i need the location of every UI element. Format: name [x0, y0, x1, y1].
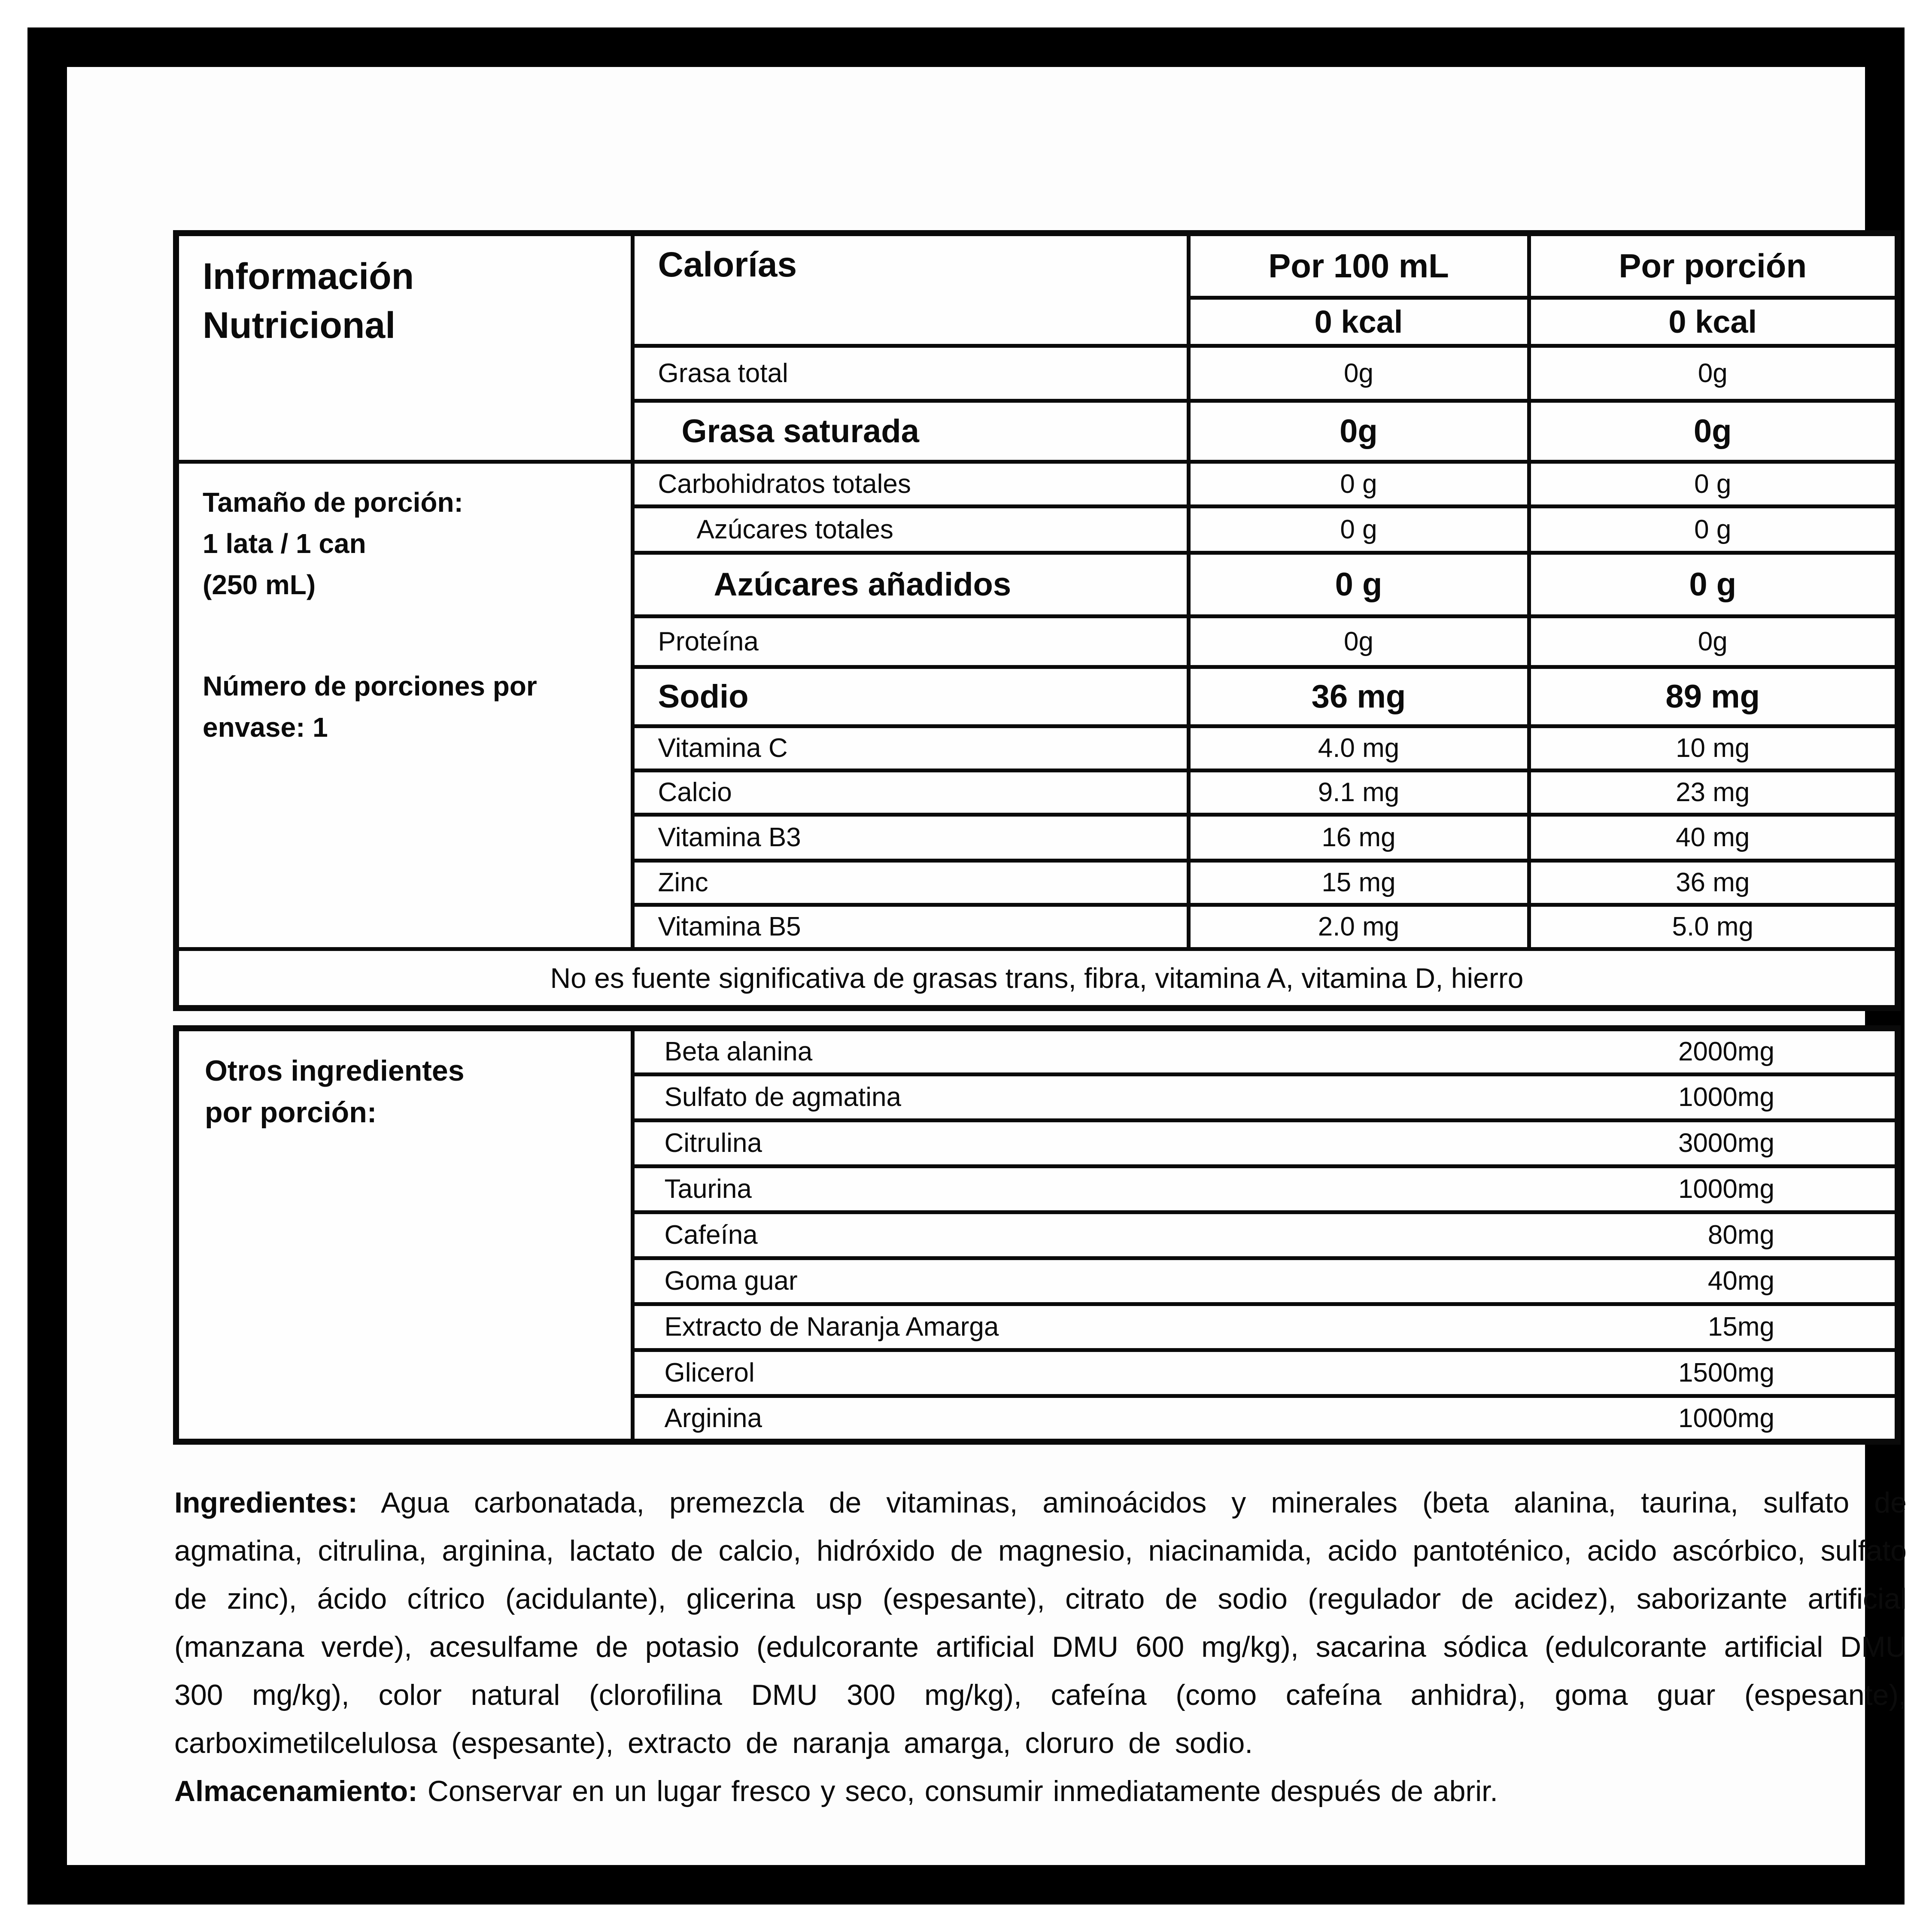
nutrient-per-serving: 89 mg: [1529, 667, 1898, 726]
nutrient-per-serving: 0 g: [1529, 462, 1898, 506]
nutrient-per-100ml: 0g: [1188, 401, 1529, 462]
ingredient-name: Taurina: [664, 1174, 752, 1204]
ingredient-amount: 1000mg: [1678, 1082, 1774, 1112]
nutrient-per-100ml: 0 g: [1188, 462, 1529, 506]
ingredient-name: Extracto de Naranja Amarga: [664, 1312, 999, 1342]
nutrient-per-serving: 5.0 mg: [1529, 905, 1898, 949]
nutrient-per-serving: 0g: [1529, 346, 1898, 401]
ingredients-text: Agua carbonatada, premezcla de vitaminas, aminoácidos y minerales (beta alanina, taurina, sulfato de agmatina, citrulina, arginina, lactato de calcio, hidróxido de magnesio, niacinamida, acido pantoténico, acido ascórbico, sulfato de zinc), ácido cítrico (acidulante), glicerina usp (espesante), citrato de sodio (regulador de acidez), saborizante artificial (manzana verde), acesulfame de potasio (edulcorante artificial DMU 600 mg/kg), sacarina sódica (edulcorante artificial DMU 300 mg/kg), color natural (clorofilina DMU 300 mg/kg), cafeína (como cafeína anhidra), goma guar (espesante), carboximetilcelulosa (espesante), extracto de naranja amarga, cloruro de sodio.: [174, 1486, 1907, 1759]
nutrition-table: [173, 230, 1901, 1011]
nutrient-per-100ml: 4.0 mg: [1188, 726, 1529, 770]
nutrient-per-serving: 0g: [1529, 401, 1898, 462]
nutrient-per-100ml: 36 mg: [1188, 667, 1529, 726]
ingredient-name: Goma guar: [664, 1266, 798, 1296]
serving-size-value: 1 lata / 1 can: [203, 528, 366, 559]
ingredient-row: [632, 1396, 1898, 1442]
outer-frame: [27, 27, 1905, 1905]
storage-line: [174, 1767, 1907, 1815]
nutrient-name: Azúcares totales: [632, 506, 1188, 553]
ingredient-name: Glicerol: [664, 1358, 755, 1388]
nutrient-per-100ml: 0 g: [1188, 506, 1529, 553]
nutrient-name: Carbohidratos totales: [632, 462, 1188, 506]
nutrient-name: Vitamina B3: [632, 814, 1188, 860]
ingredient-amount: 3000mg: [1678, 1128, 1774, 1158]
nutrient-per-serving: 0g: [1529, 616, 1898, 667]
nutrient-name: Grasa saturada: [632, 401, 1188, 462]
per-100ml-header: Por 100 mL: [1188, 233, 1529, 298]
serving-size-label: Tamaño de porción:: [203, 486, 463, 518]
ingredient-amount: 15mg: [1707, 1312, 1774, 1342]
ingredient-row: [632, 1028, 1898, 1074]
nutrient-name: Sodio: [632, 667, 1188, 726]
ingredient-amount: 80mg: [1707, 1220, 1774, 1250]
nutrient-name: Zinc: [632, 860, 1188, 905]
ingredient-row: [632, 1166, 1898, 1212]
nutrient-name: Azúcares añadidos: [632, 553, 1188, 616]
table-row: [176, 233, 1898, 298]
nutrient-name: Proteína: [632, 616, 1188, 667]
ingredient-amount: 40mg: [1707, 1266, 1774, 1296]
nutrient-name: Vitamina B5: [632, 905, 1188, 949]
ingredient-amount: 1000mg: [1678, 1403, 1774, 1433]
ingredient-amount: 2000mg: [1678, 1037, 1774, 1067]
nutrition-title: Información Nutricional: [176, 233, 632, 462]
ingredients-paragraph: [174, 1479, 1907, 1767]
servings-per-container: Número de porciones por envase: 1: [203, 670, 537, 743]
nutrient-per-serving: 0 g: [1529, 506, 1898, 553]
nutrient-per-serving: 10 mg: [1529, 726, 1898, 770]
ingredient-row: [632, 1120, 1898, 1166]
nutrient-per-100ml: 9.1 mg: [1188, 770, 1529, 814]
footnote: No es fuente significativa de grasas trans, fibra, vitamina A, vitamina D, hierro: [176, 949, 1898, 1008]
serving-info: [176, 462, 632, 949]
ingredient-name: Cafeína: [664, 1220, 758, 1250]
table-row: [176, 1028, 1898, 1074]
ingredient-amount: 1000mg: [1678, 1174, 1774, 1204]
other-ingredients-heading: [176, 1028, 632, 1442]
calories-per-serving: 0 kcal: [1529, 298, 1898, 346]
other-ingredients-table: [173, 1025, 1901, 1445]
ingredient-name: Arginina: [664, 1403, 762, 1433]
table-row: [176, 949, 1898, 1008]
ingredient-row: [632, 1304, 1898, 1350]
ingredient-row: [632, 1074, 1898, 1120]
nutrient-per-100ml: 15 mg: [1188, 860, 1529, 905]
nutrient-per-100ml: 2.0 mg: [1188, 905, 1529, 949]
ingredient-row: [632, 1350, 1898, 1396]
nutrient-per-100ml: 0g: [1188, 616, 1529, 667]
per-serving-header: Por porción: [1529, 233, 1898, 298]
ingredient-name: Beta alanina: [664, 1037, 813, 1067]
ingredients-label: Ingredientes:: [174, 1486, 358, 1519]
storage-label: Almacenamiento:: [174, 1775, 418, 1807]
storage-text: Conservar en un lugar fresco y seco, consumir inmediatamente después de abrir.: [417, 1775, 1498, 1807]
ingredient-name: Sulfato de agmatina: [664, 1082, 901, 1112]
text-block: [174, 1479, 1907, 1815]
nutrient-name: Grasa total: [632, 346, 1188, 401]
ingredient-row: [632, 1212, 1898, 1258]
nutrient-per-100ml: 0g: [1188, 346, 1529, 401]
nutrient-name: Calcio: [632, 770, 1188, 814]
calories-per-100ml: 0 kcal: [1188, 298, 1529, 346]
other-ingredients-heading-line1: Otros ingredientes: [205, 1054, 465, 1087]
serving-size-volume: (250 mL): [203, 569, 316, 600]
table-row: [176, 462, 1898, 506]
nutrient-per-100ml: 0 g: [1188, 553, 1529, 616]
ingredient-name: Citrulina: [664, 1128, 762, 1158]
nutrient-per-serving: 23 mg: [1529, 770, 1898, 814]
nutrient-name: Vitamina C: [632, 726, 1188, 770]
other-ingredients-heading-line2: por porción:: [205, 1096, 377, 1129]
nutrient-per-100ml: 16 mg: [1188, 814, 1529, 860]
nutrient-per-serving: 36 mg: [1529, 860, 1898, 905]
nutrient-per-serving: 0 g: [1529, 553, 1898, 616]
calories-header: Calorías: [632, 233, 1188, 346]
ingredient-amount: 1500mg: [1678, 1358, 1774, 1388]
nutrient-per-serving: 40 mg: [1529, 814, 1898, 860]
ingredient-row: [632, 1258, 1898, 1304]
